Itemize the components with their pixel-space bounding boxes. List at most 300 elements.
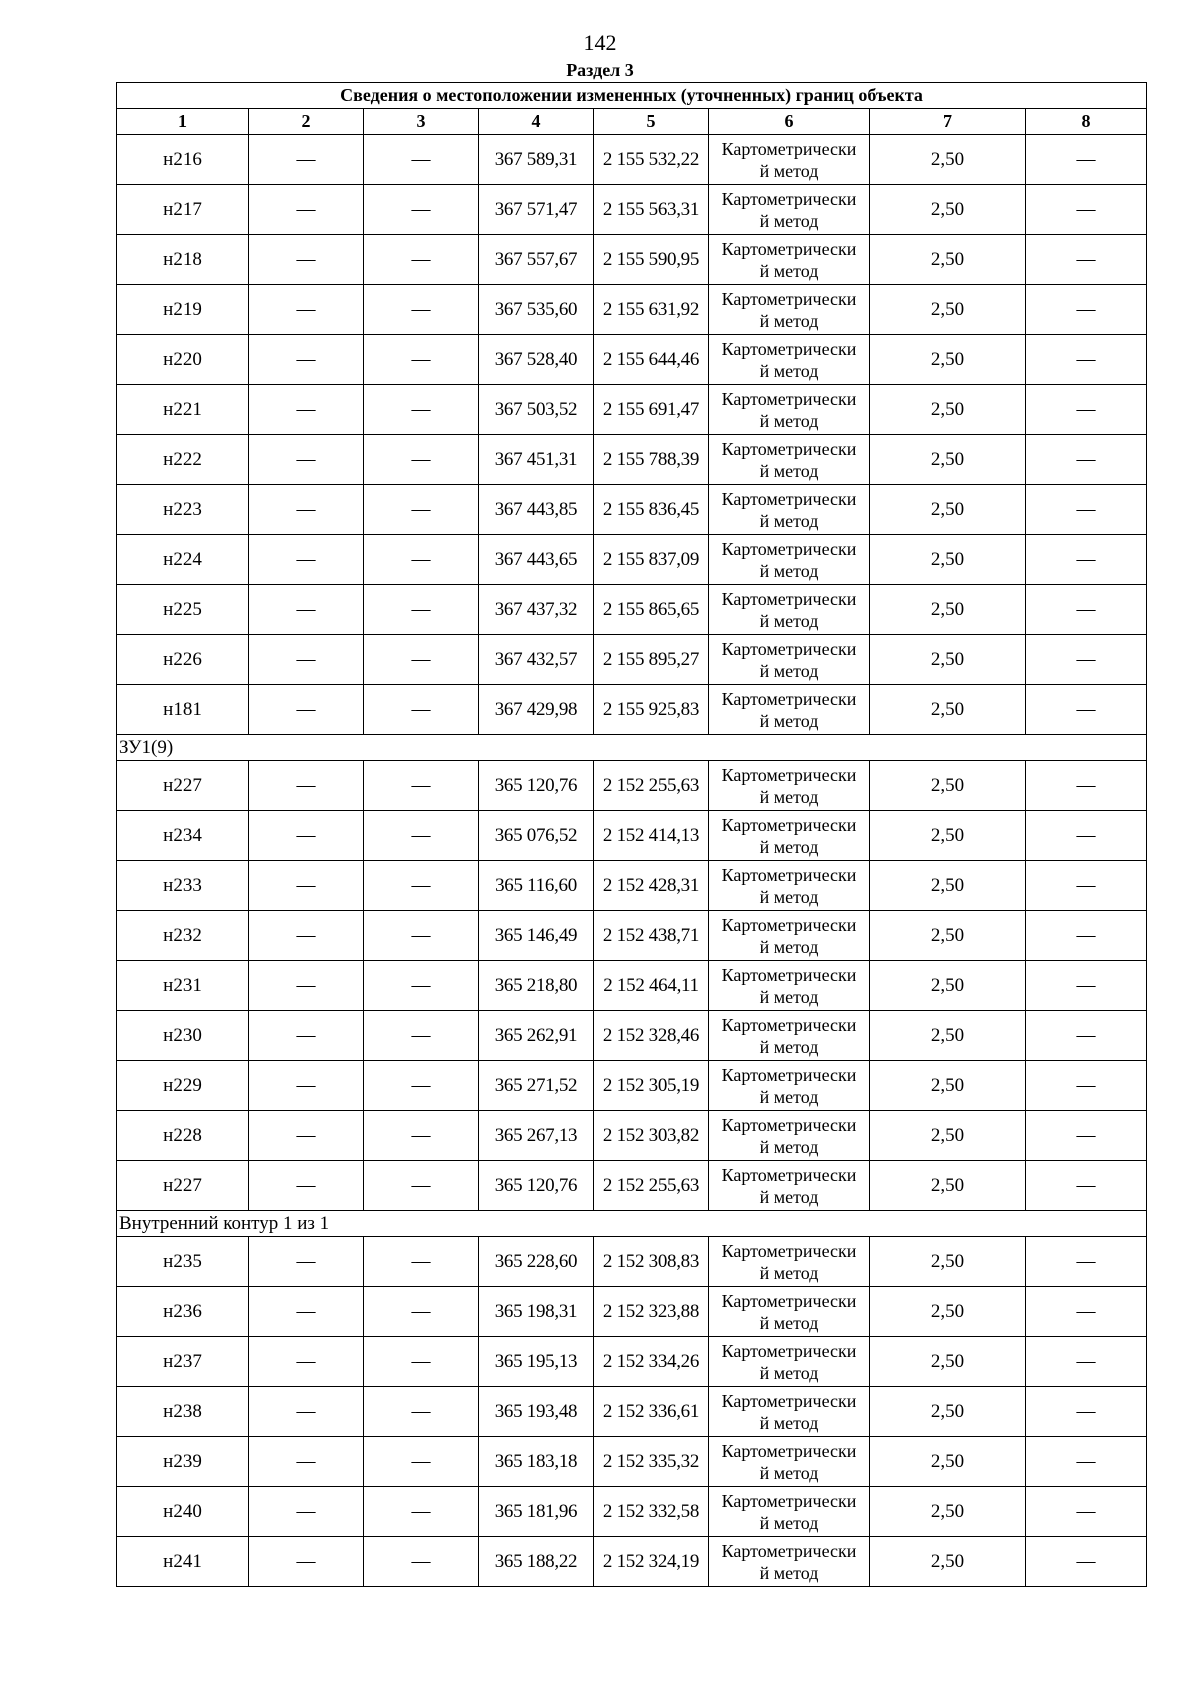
method-line: Картометрически (721, 638, 857, 659)
dash-cell: — (249, 911, 364, 961)
y-coordinate: 2 152 328,46 (594, 1011, 709, 1061)
method-line: Картометрически (721, 764, 857, 785)
y-coordinate: 2 155 865,65 (594, 585, 709, 635)
dash-cell: — (364, 1337, 479, 1387)
x-coordinate: 365 116,60 (479, 861, 594, 911)
method-cell (709, 535, 870, 585)
dash-cell: — (249, 1437, 364, 1487)
method-line: й метод (759, 610, 819, 631)
method-line: й метод (759, 936, 819, 957)
table-row (117, 1287, 1147, 1337)
y-coordinate: 2 155 563,31 (594, 185, 709, 235)
dash-cell: — (364, 335, 479, 385)
method-line: й метод (759, 360, 819, 381)
accuracy-value: 2,50 (870, 385, 1026, 435)
y-coordinate: 2 155 590,95 (594, 235, 709, 285)
point-name: н231 (117, 961, 249, 1011)
point-name: н224 (117, 535, 249, 585)
column-number: 6 (709, 109, 870, 135)
column-number: 1 (117, 109, 249, 135)
section-row (117, 735, 1147, 761)
dash-cell: — (364, 485, 479, 535)
x-coordinate: 365 120,76 (479, 761, 594, 811)
method-line: Картометрически (721, 688, 857, 709)
point-name: н236 (117, 1287, 249, 1337)
method-line: Картометрически (721, 138, 857, 159)
method-line: Картометрически (721, 864, 857, 885)
x-coordinate: 367 589,31 (479, 135, 594, 185)
dash-cell: — (1026, 185, 1147, 235)
x-coordinate: 365 218,80 (479, 961, 594, 1011)
x-coordinate: 365 120,76 (479, 1161, 594, 1211)
y-coordinate: 2 155 631,92 (594, 285, 709, 335)
method-line: Картометрически (721, 1540, 857, 1561)
accuracy-value: 2,50 (870, 961, 1026, 1011)
dash-cell: — (1026, 811, 1147, 861)
y-coordinate: 2 152 414,13 (594, 811, 709, 861)
table-row (117, 1237, 1147, 1287)
point-name: н235 (117, 1237, 249, 1287)
table-row (117, 685, 1147, 735)
y-coordinate: 2 152 323,88 (594, 1287, 709, 1337)
method-line: Картометрически (721, 388, 857, 409)
point-name: н237 (117, 1337, 249, 1387)
table-row (117, 535, 1147, 585)
section-row (117, 1211, 1147, 1237)
method-line: й метод (759, 1262, 819, 1283)
dash-cell: — (364, 585, 479, 635)
dash-cell: — (364, 685, 479, 735)
method-cell (709, 685, 870, 735)
method-cell (709, 335, 870, 385)
point-name: н222 (117, 435, 249, 485)
method-line: Картометрически (721, 188, 857, 209)
accuracy-value: 2,50 (870, 185, 1026, 235)
section-label: Внутренний контур 1 из 1 (117, 1211, 1147, 1237)
column-number: 5 (594, 109, 709, 135)
y-coordinate: 2 152 255,63 (594, 761, 709, 811)
dash-cell: — (1026, 1111, 1147, 1161)
point-name: н241 (117, 1537, 249, 1587)
dash-cell: — (1026, 1161, 1147, 1211)
method-cell (709, 185, 870, 235)
dash-cell: — (249, 1161, 364, 1211)
point-name: н229 (117, 1061, 249, 1111)
section-label: ЗУ1(9) (117, 735, 1147, 761)
dash-cell: — (364, 761, 479, 811)
accuracy-value: 2,50 (870, 1061, 1026, 1111)
y-coordinate: 2 155 788,39 (594, 435, 709, 485)
accuracy-value: 2,50 (870, 1537, 1026, 1587)
method-line: й метод (759, 1512, 819, 1533)
x-coordinate: 365 198,31 (479, 1287, 594, 1337)
dash-cell: — (249, 185, 364, 235)
x-coordinate: 365 183,18 (479, 1437, 594, 1487)
point-name: н218 (117, 235, 249, 285)
table-row (117, 811, 1147, 861)
table-row (117, 135, 1147, 185)
dash-cell: — (364, 185, 479, 235)
method-cell (709, 1287, 870, 1337)
dash-cell: — (364, 961, 479, 1011)
dash-cell: — (1026, 485, 1147, 535)
dash-cell: — (1026, 385, 1147, 435)
y-coordinate: 2 155 532,22 (594, 135, 709, 185)
y-coordinate: 2 152 335,32 (594, 1437, 709, 1487)
method-cell (709, 635, 870, 685)
method-line: й метод (759, 1462, 819, 1483)
x-coordinate: 365 076,52 (479, 811, 594, 861)
method-line: й метод (759, 786, 819, 807)
accuracy-value: 2,50 (870, 235, 1026, 285)
dash-cell: — (364, 235, 479, 285)
dash-cell: — (1026, 1287, 1147, 1337)
dash-cell: — (1026, 1337, 1147, 1387)
dash-cell: — (1026, 235, 1147, 285)
dash-cell: — (1026, 435, 1147, 485)
dash-cell: — (364, 861, 479, 911)
accuracy-value: 2,50 (870, 285, 1026, 335)
method-cell (709, 435, 870, 485)
dash-cell: — (249, 1387, 364, 1437)
accuracy-value: 2,50 (870, 861, 1026, 911)
point-name: н227 (117, 1161, 249, 1211)
accuracy-value: 2,50 (870, 535, 1026, 585)
dash-cell: — (249, 685, 364, 735)
method-line: Картометрически (721, 1240, 857, 1261)
point-name: н228 (117, 1111, 249, 1161)
method-cell (709, 1237, 870, 1287)
point-name: н233 (117, 861, 249, 911)
dash-cell: — (364, 1111, 479, 1161)
dash-cell: — (364, 1161, 479, 1211)
section-title: Раздел 3 (566, 60, 634, 80)
method-cell (709, 861, 870, 911)
table-row (117, 1537, 1147, 1587)
method-line: й метод (759, 260, 819, 281)
method-line: Картометрически (721, 814, 857, 835)
y-coordinate: 2 152 464,11 (594, 961, 709, 1011)
dash-cell: — (1026, 1237, 1147, 1287)
dash-cell: — (1026, 635, 1147, 685)
y-coordinate: 2 152 324,19 (594, 1537, 709, 1587)
point-name: н227 (117, 761, 249, 811)
method-line: Картометрически (721, 538, 857, 559)
method-line: Картометрически (721, 1440, 857, 1461)
method-line: й метод (759, 1136, 819, 1157)
dash-cell: — (1026, 861, 1147, 911)
method-cell (709, 385, 870, 435)
method-line: Картометрически (721, 964, 857, 985)
table-row (117, 435, 1147, 485)
method-line: Картометрически (721, 488, 857, 509)
y-coordinate: 2 155 837,09 (594, 535, 709, 585)
method-cell (709, 485, 870, 535)
accuracy-value: 2,50 (870, 635, 1026, 685)
accuracy-value: 2,50 (870, 585, 1026, 635)
accuracy-value: 2,50 (870, 1111, 1026, 1161)
method-line: Картометрически (721, 1164, 857, 1185)
method-line: Картометрически (721, 1064, 857, 1085)
method-line: й метод (759, 1362, 819, 1383)
method-line: Картометрически (721, 338, 857, 359)
x-coordinate: 365 228,60 (479, 1237, 594, 1287)
table-row (117, 285, 1147, 335)
method-line: Картометрически (721, 1114, 857, 1135)
dash-cell: — (249, 535, 364, 585)
accuracy-value: 2,50 (870, 911, 1026, 961)
dash-cell: — (364, 1537, 479, 1587)
y-coordinate: 2 152 336,61 (594, 1387, 709, 1437)
x-coordinate: 367 443,85 (479, 485, 594, 535)
x-coordinate: 367 557,67 (479, 235, 594, 285)
method-cell (709, 1161, 870, 1211)
table-row (117, 635, 1147, 685)
dash-cell: — (364, 635, 479, 685)
accuracy-value: 2,50 (870, 685, 1026, 735)
method-line: й метод (759, 986, 819, 1007)
method-cell (709, 1387, 870, 1437)
dash-cell: — (249, 761, 364, 811)
method-cell (709, 1061, 870, 1111)
y-coordinate: 2 155 925,83 (594, 685, 709, 735)
accuracy-value: 2,50 (870, 1287, 1026, 1337)
table-row (117, 1487, 1147, 1537)
method-line: й метод (759, 710, 819, 731)
x-coordinate: 367 429,98 (479, 685, 594, 735)
table-row (117, 1061, 1147, 1111)
method-cell (709, 1437, 870, 1487)
method-cell (709, 961, 870, 1011)
y-coordinate: 2 155 895,27 (594, 635, 709, 685)
accuracy-value: 2,50 (870, 811, 1026, 861)
dash-cell: — (249, 961, 364, 1011)
method-cell (709, 235, 870, 285)
x-coordinate: 365 267,13 (479, 1111, 594, 1161)
dash-cell: — (249, 1061, 364, 1111)
dash-cell: — (249, 1337, 364, 1387)
dash-cell: — (249, 1537, 364, 1587)
point-name: н225 (117, 585, 249, 635)
point-name: н217 (117, 185, 249, 235)
dash-cell: — (249, 1487, 364, 1537)
method-line: й метод (759, 1036, 819, 1057)
x-coordinate: 365 271,52 (479, 1061, 594, 1111)
column-number: 3 (364, 109, 479, 135)
dash-cell: — (249, 1287, 364, 1337)
x-coordinate: 365 146,49 (479, 911, 594, 961)
table-row (117, 385, 1147, 435)
method-line: й метод (759, 310, 819, 331)
point-name: н223 (117, 485, 249, 535)
point-name: н226 (117, 635, 249, 685)
method-line: й метод (759, 660, 819, 681)
table-row (117, 485, 1147, 535)
dash-cell: — (364, 811, 479, 861)
dash-cell: — (249, 811, 364, 861)
table-row (117, 761, 1147, 811)
method-line: й метод (759, 1412, 819, 1433)
dash-cell: — (1026, 1487, 1147, 1537)
table-row (117, 911, 1147, 961)
table-caption: Сведения о местоположении измененных (уточненных) границ объекта (117, 83, 1147, 109)
method-cell (709, 1487, 870, 1537)
dash-cell: — (1026, 135, 1147, 185)
accuracy-value: 2,50 (870, 1437, 1026, 1487)
method-cell (709, 1537, 870, 1587)
method-cell (709, 811, 870, 861)
dash-cell: — (364, 1437, 479, 1487)
dash-cell: — (1026, 1011, 1147, 1061)
point-name: н239 (117, 1437, 249, 1487)
dash-cell: — (364, 1011, 479, 1061)
x-coordinate: 365 193,48 (479, 1387, 594, 1437)
dash-cell: — (1026, 585, 1147, 635)
accuracy-value: 2,50 (870, 1011, 1026, 1061)
column-number: 7 (870, 109, 1026, 135)
point-name: н234 (117, 811, 249, 861)
accuracy-value: 2,50 (870, 435, 1026, 485)
x-coordinate: 367 432,57 (479, 635, 594, 685)
dash-cell: — (249, 1111, 364, 1161)
dash-cell: — (1026, 285, 1147, 335)
method-cell (709, 1011, 870, 1061)
table-row (117, 185, 1147, 235)
method-line: Картометрически (721, 438, 857, 459)
method-line: Картометрически (721, 1290, 857, 1311)
accuracy-value: 2,50 (870, 135, 1026, 185)
method-line: й метод (759, 510, 819, 531)
dash-cell: — (364, 135, 479, 185)
y-coordinate: 2 152 305,19 (594, 1061, 709, 1111)
table-row (117, 1387, 1147, 1437)
point-name: н230 (117, 1011, 249, 1061)
method-line: й метод (759, 1186, 819, 1207)
y-coordinate: 2 152 332,58 (594, 1487, 709, 1537)
x-coordinate: 365 195,13 (479, 1337, 594, 1387)
dash-cell: — (249, 635, 364, 685)
accuracy-value: 2,50 (870, 1161, 1026, 1211)
method-line: Картометрически (721, 914, 857, 935)
column-number: 4 (479, 109, 594, 135)
dash-cell: — (1026, 685, 1147, 735)
table-row (117, 1011, 1147, 1061)
dash-cell: — (364, 285, 479, 335)
dash-cell: — (1026, 1387, 1147, 1437)
accuracy-value: 2,50 (870, 1237, 1026, 1287)
method-cell (709, 911, 870, 961)
dash-cell: — (249, 235, 364, 285)
x-coordinate: 365 262,91 (479, 1011, 594, 1061)
dash-cell: — (1026, 335, 1147, 385)
method-line: Картометрически (721, 1490, 857, 1511)
x-coordinate: 365 181,96 (479, 1487, 594, 1537)
method-line: й метод (759, 560, 819, 581)
dash-cell: — (364, 1487, 479, 1537)
method-line: й метод (759, 460, 819, 481)
dash-cell: — (364, 385, 479, 435)
dash-cell: — (364, 1287, 479, 1337)
method-line: Картометрически (721, 1014, 857, 1035)
y-coordinate: 2 152 308,83 (594, 1237, 709, 1287)
dash-cell: — (249, 485, 364, 535)
point-name: н181 (117, 685, 249, 735)
y-coordinate: 2 152 428,31 (594, 861, 709, 911)
accuracy-value: 2,50 (870, 761, 1026, 811)
y-coordinate: 2 152 303,82 (594, 1111, 709, 1161)
method-line: й метод (759, 1562, 819, 1583)
method-line: Картометрически (721, 238, 857, 259)
x-coordinate: 367 535,60 (479, 285, 594, 335)
point-name: н219 (117, 285, 249, 335)
column-number-row (117, 109, 1147, 135)
dash-cell: — (364, 1387, 479, 1437)
accuracy-value: 2,50 (870, 485, 1026, 535)
y-coordinate: 2 152 438,71 (594, 911, 709, 961)
column-number: 8 (1026, 109, 1147, 135)
point-name: н216 (117, 135, 249, 185)
table-caption-row (117, 83, 1147, 109)
dash-cell: — (364, 1237, 479, 1287)
method-line: й метод (759, 160, 819, 181)
method-line: й метод (759, 410, 819, 431)
page-number: 142 (583, 30, 617, 55)
dash-cell: — (249, 1237, 364, 1287)
dash-cell: — (364, 535, 479, 585)
x-coordinate: 367 443,65 (479, 535, 594, 585)
point-name: н221 (117, 385, 249, 435)
method-cell (709, 761, 870, 811)
method-line: й метод (759, 836, 819, 857)
table-row (117, 1161, 1147, 1211)
y-coordinate: 2 152 255,63 (594, 1161, 709, 1211)
table-row (117, 335, 1147, 385)
y-coordinate: 2 155 644,46 (594, 335, 709, 385)
method-line: й метод (759, 1312, 819, 1333)
boundary-coordinates-table (116, 82, 1147, 1587)
accuracy-value: 2,50 (870, 1337, 1026, 1387)
dash-cell: — (1026, 1437, 1147, 1487)
point-name: н238 (117, 1387, 249, 1437)
x-coordinate: 367 571,47 (479, 185, 594, 235)
method-cell (709, 585, 870, 635)
method-line: й метод (759, 1086, 819, 1107)
dash-cell: — (1026, 911, 1147, 961)
accuracy-value: 2,50 (870, 1387, 1026, 1437)
dash-cell: — (1026, 1537, 1147, 1587)
y-coordinate: 2 152 334,26 (594, 1337, 709, 1387)
method-cell (709, 1337, 870, 1387)
dash-cell: — (249, 861, 364, 911)
y-coordinate: 2 155 691,47 (594, 385, 709, 435)
table-row (117, 1111, 1147, 1161)
table-row (117, 1437, 1147, 1487)
dash-cell: — (249, 585, 364, 635)
table-row (117, 861, 1147, 911)
y-coordinate: 2 155 836,45 (594, 485, 709, 535)
table-row (117, 585, 1147, 635)
method-line: й метод (759, 210, 819, 231)
method-cell (709, 285, 870, 335)
method-line: Картометрически (721, 1340, 857, 1361)
accuracy-value: 2,50 (870, 1487, 1026, 1537)
table-row (117, 1337, 1147, 1387)
method-cell (709, 1111, 870, 1161)
table-row (117, 235, 1147, 285)
dash-cell: — (1026, 961, 1147, 1011)
x-coordinate: 367 503,52 (479, 385, 594, 435)
x-coordinate: 367 451,31 (479, 435, 594, 485)
